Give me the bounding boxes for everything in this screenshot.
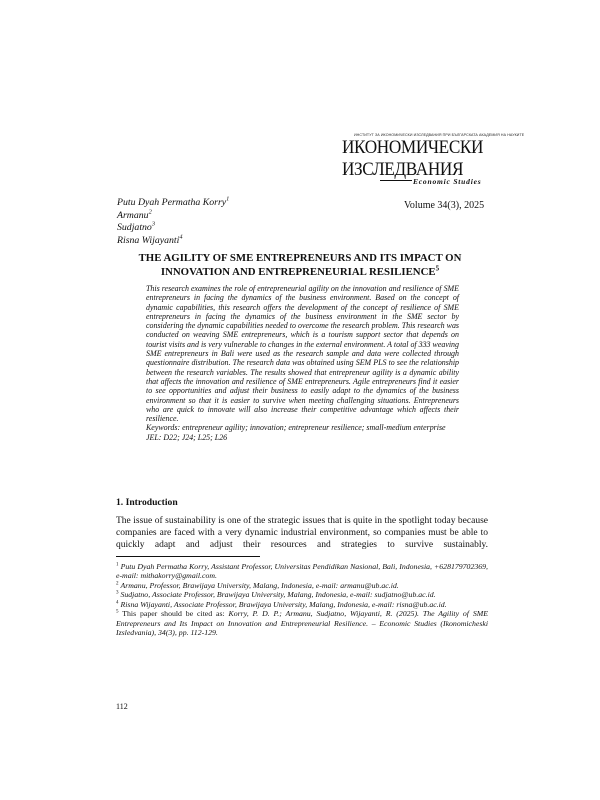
citation-prefix: This paper should be cited as:: [122, 609, 229, 619]
footnote: [116, 590, 488, 599]
journal-subtitle: Economic Studies: [413, 177, 482, 186]
journal-name-line2: ИЗСЛЕДВАНИЯ: [342, 160, 464, 180]
author-name: Putu Dyah Permatha Korry: [117, 197, 227, 208]
footnote-mark: 4: [179, 233, 183, 241]
footnote: [116, 562, 488, 580]
journal-institute-line: ИНСТИТУТ ЗА ИКОНОМИЧЕСКИ ИЗСЛЕДВАНИЯ ПРИ БЪЛГАРСКАТА АКАДЕМИЯ НА НАУКИТЕ: [354, 133, 525, 137]
citation-text: Korry, P. D. P.; Armanu, Sudjatno, Wijayanti, R. (2025). The Agility of SME Entrepreneurs and Its Impact on Innovation and Entrepreneurial Resilience. – Economic Studies (Ikonomicheski Izsledvania), 34(3), pp. 112-129.: [116, 609, 488, 637]
volume-info: Volume 34(3), 2025: [404, 200, 485, 211]
footnote-mark: 5: [116, 608, 119, 615]
footnote-divider: [116, 556, 260, 557]
title-line: [100, 265, 500, 279]
title-text: INNOVATION AND ENTREPRENEURIAL RESILIENCE: [160, 266, 436, 278]
section-heading: 1. Introduction: [116, 497, 178, 508]
journal-name-line1: ИКОНОМИЧЕСКИ: [342, 138, 484, 158]
paper-title: [100, 251, 500, 279]
title-line: THE AGILITY OF SME ENTREPRENEURS AND ITS IMPACT ON: [138, 252, 462, 264]
author-name: Armanu: [117, 209, 149, 221]
abstract-keywords: Keywords: entrepreneur agility; innovation; entrepreneur resilience; small-medium enterprise: [146, 423, 446, 433]
abstract-jel: JEL: D22; J24; L25; L26: [146, 432, 228, 442]
author-name: Risna Wijayanti: [117, 234, 180, 246]
footnote-mark: 5: [435, 264, 440, 273]
page-number: 112: [116, 702, 128, 711]
footnote: [116, 600, 488, 609]
author: [117, 197, 229, 210]
footnote-mark: 1: [116, 561, 119, 568]
abstract: [146, 284, 459, 442]
footnote-text: Risna Wijayanti, Associate Professor, Brawijaya University, Malang, Indonesia, e-mail: risna@ub.ac.id.: [120, 599, 447, 609]
footnote: [116, 581, 488, 590]
footnote-mark: 3: [116, 589, 119, 596]
journal-logo-rule: [380, 180, 412, 181]
footnote-mark: 1: [226, 195, 230, 203]
body-paragraph: The issue of sustainability is one of the strategic issues that is quite in the spotlight today because companies are faced with a very dynamic industrial environment, so companies must be able to quickly adapt and adjust their resources and strategies to survive sustainably.: [116, 516, 488, 551]
footnote-mark: 2: [116, 580, 119, 587]
footnote-mark: 4: [116, 599, 119, 606]
citation-note: [116, 609, 488, 636]
footnote-text: Sudjatno, Associate Professor, Brawijaya University, Malang, Indonesia, e-mail: sudjatno@ub.ac.id.: [120, 590, 436, 600]
author: [117, 210, 229, 223]
footnotes: [116, 562, 488, 637]
author: [117, 222, 229, 235]
author: [117, 235, 229, 248]
footnote-mark: 3: [151, 220, 156, 228]
author-name: Sudjatno: [117, 222, 152, 233]
footnote-mark: 2: [148, 208, 152, 216]
footnote-text: Putu Dyah Permatha Korry, Assistant Professor, Universitas Pendidikan Nasional, Bali, Indonesia, +628179702369, e-mail: mithakorry@gmail.com.: [116, 562, 489, 581]
abstract-body: This research examines the role of entrepreneurial agility on the innovation and resilience of SME entrepreneurs in facing the dynamics of the business environment. Based on the concept of dynamic capabilities, this research offers the development of the concept of resilience of SME entrepreneurs in facing the dynamics of the business environment in the SME sector by considering the dynamic capabilities needed to overcome the research problem. This research was conducted on weaving SME entrepreneurs, which is a tourism support sector that depends on tourist visits and is very vulnerable to changes in the external environment. A total of 333 weaving SME entrepreneurs in Bali were used as the research sample and data were collected through questionnaire distribution. The research data was obtained using SEM PLS to see the relationship between the research variables. The results showed that entrepreneur agility is a dynamic ability that affects the innovation and resilience of SME entrepreneurs. Agile entrepreneurs find it easier to see opportunities and adjust their business to easily adapt to the dynamics of the business environment so that it is easier to survive when meeting challenging situations. Entrepreneurs who are quick to innovate will also increase their competitive advantage which affects their resilience.: [146, 284, 459, 424]
footnote-text: Armanu, Professor, Brawijaya University, Malang, Indonesia, e-mail: armanu@ub.ac.id.: [120, 580, 399, 590]
author-list: [117, 197, 229, 247]
journal-logo: [340, 133, 525, 191]
